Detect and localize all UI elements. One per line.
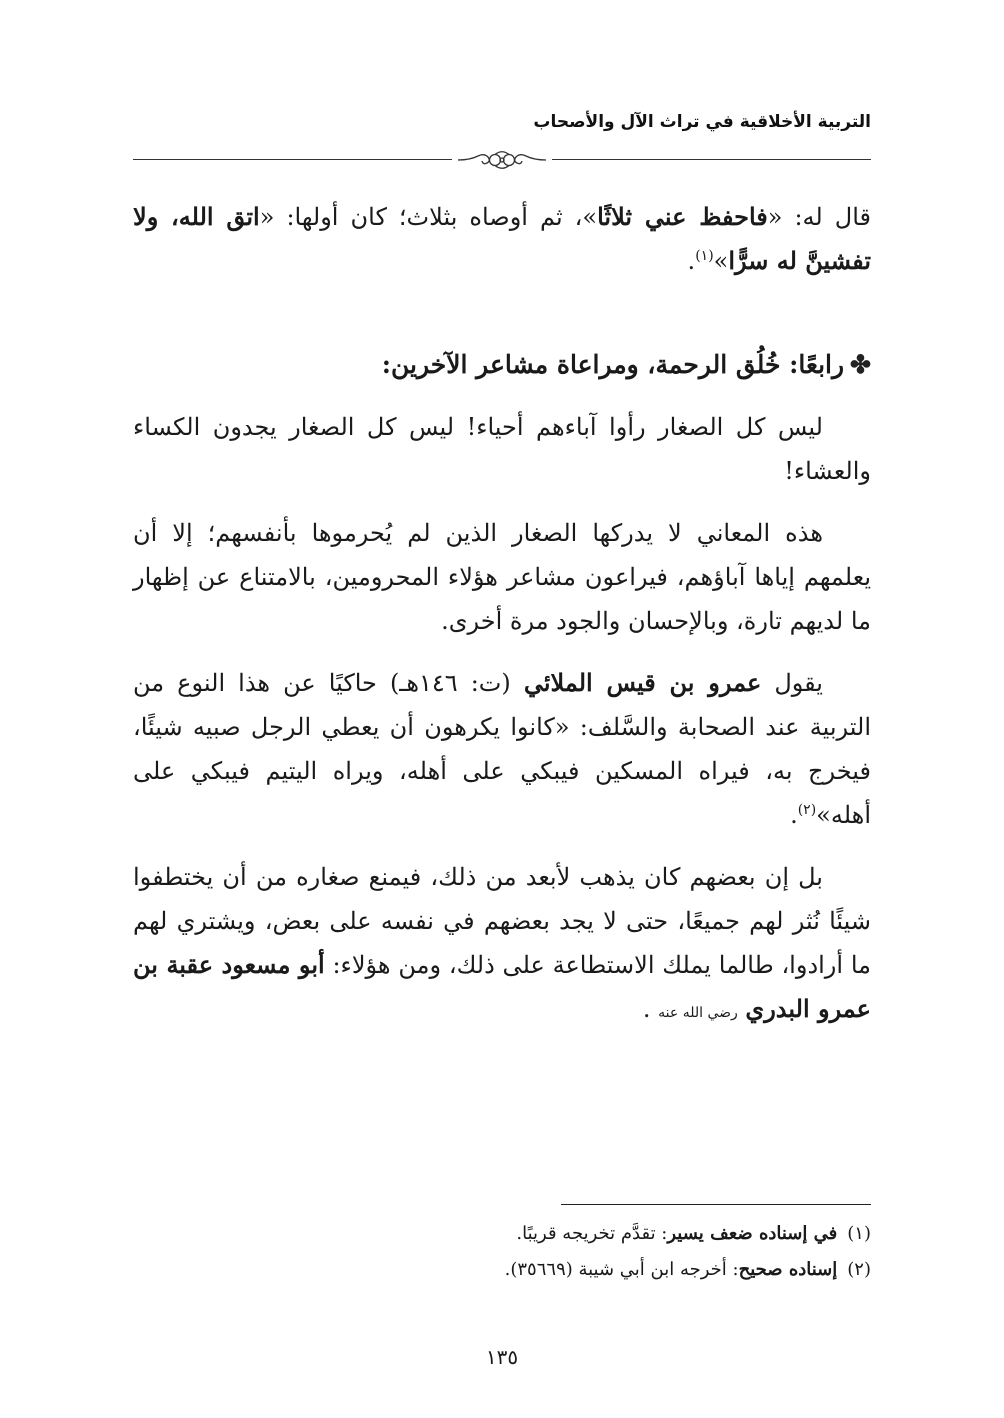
footnote-2: [133, 1252, 871, 1288]
footnote-2-text: : أخرجه ابن أبي شيبة (٣٥٦٦٩).: [504, 1259, 739, 1280]
p5-text-a: بل إن بعضهم كان يذهب لأبعد من ذلك، فيمنع صغاره من أن يختطفوا شيئًا نُثر لهم جميعًا، حتى لا يجد بعضهم في نفسه على بعض، ويشتري لهم ما أرادوا، طالما يملك الاستطاعة على ذلك، ومن هؤلاء:: [133, 863, 872, 979]
p4-end: .: [790, 801, 798, 829]
footnote-ref-2[interactable]: (٢): [797, 802, 817, 818]
paragraph-2: ليس كل الصغار رأوا آباءهم أحياء! ليس كل الصغار يجدون الكساء والعشاء!: [133, 413, 871, 485]
footnote-rule: [561, 1204, 871, 1205]
footnote-1-text: : تقدَّم تخريجه قريبًا.: [516, 1223, 668, 1244]
footnote-2-number: (٢): [847, 1259, 871, 1280]
p1-end: .: [687, 247, 696, 275]
p1-bold-advice: اتق الله، ولا تفشينَّ له سرًّا: [133, 202, 871, 275]
paragraph-1: [133, 195, 871, 283]
p1-text-e: »: [713, 247, 729, 275]
paragraph-5: [133, 855, 871, 1035]
footnote-1: [133, 1216, 871, 1252]
section-heading: [133, 343, 871, 387]
p1-text-c: »، ثم أوصاه بثلاث؛ كان أولها: «: [259, 203, 598, 231]
honorific-glyph: رضي الله عنه: [658, 1005, 738, 1021]
paragraph-4: [133, 661, 871, 837]
footnote-ref-1[interactable]: (١): [695, 248, 714, 264]
p1-bold-quote: فاحفظ عني ثلاثًا: [597, 202, 768, 231]
footnotes: [133, 1216, 871, 1288]
p4-text-c: (ت: ١٤٦هـ) حاكيًا عن هذا النوع من التربية عند الصحابة والسَّلف: «كانوا يكرهون أن يعطي الرجل صبيه شيئًا، فيخرج به، فيراه المسكين فيبكي على أهله، ويراه اليتيم فيبكي على أهله»: [133, 669, 871, 829]
footnote-2-bold: إسناده صحيح: [738, 1259, 838, 1280]
running-header: التربية الأخلاقية في تراث الآل والأصحاب: [533, 112, 871, 132]
paragraph-3: هذه المعاني لا يدركها الصغار الذين لم يُحرموها بأنفسهم؛ إلا أن يعلمهم إياها آباؤهم، فيراعون مشاعر هؤلاء المحرومين، بالامتناع عن إظهار ما لديهم تارة، وبالإحسان والجود مرة أخرى.: [133, 519, 871, 635]
section-heading-text: رابعًا: خُلُق الرحمة، ومراعاة مشاعر الآخرين:: [381, 350, 845, 379]
p4-text-a: يقول: [761, 669, 823, 697]
flower-ornament-icon: ✤: [850, 350, 871, 379]
header-ornament-icon: [452, 147, 552, 173]
p4-bold-name: عمرو بن قيس الملائي: [523, 668, 762, 697]
p5-end: .: [642, 995, 651, 1023]
footnote-1-bold: في إسناده ضعف يسير: [667, 1223, 838, 1244]
p1-text-a: قال له: «: [767, 203, 872, 231]
page-body: [133, 195, 871, 1035]
p5-bold-name: أبو مسعود عقبة بن عمرو البدري: [133, 950, 871, 1023]
page-number: ١٣٥: [485, 1345, 519, 1369]
footnote-1-number: (١): [847, 1223, 871, 1244]
